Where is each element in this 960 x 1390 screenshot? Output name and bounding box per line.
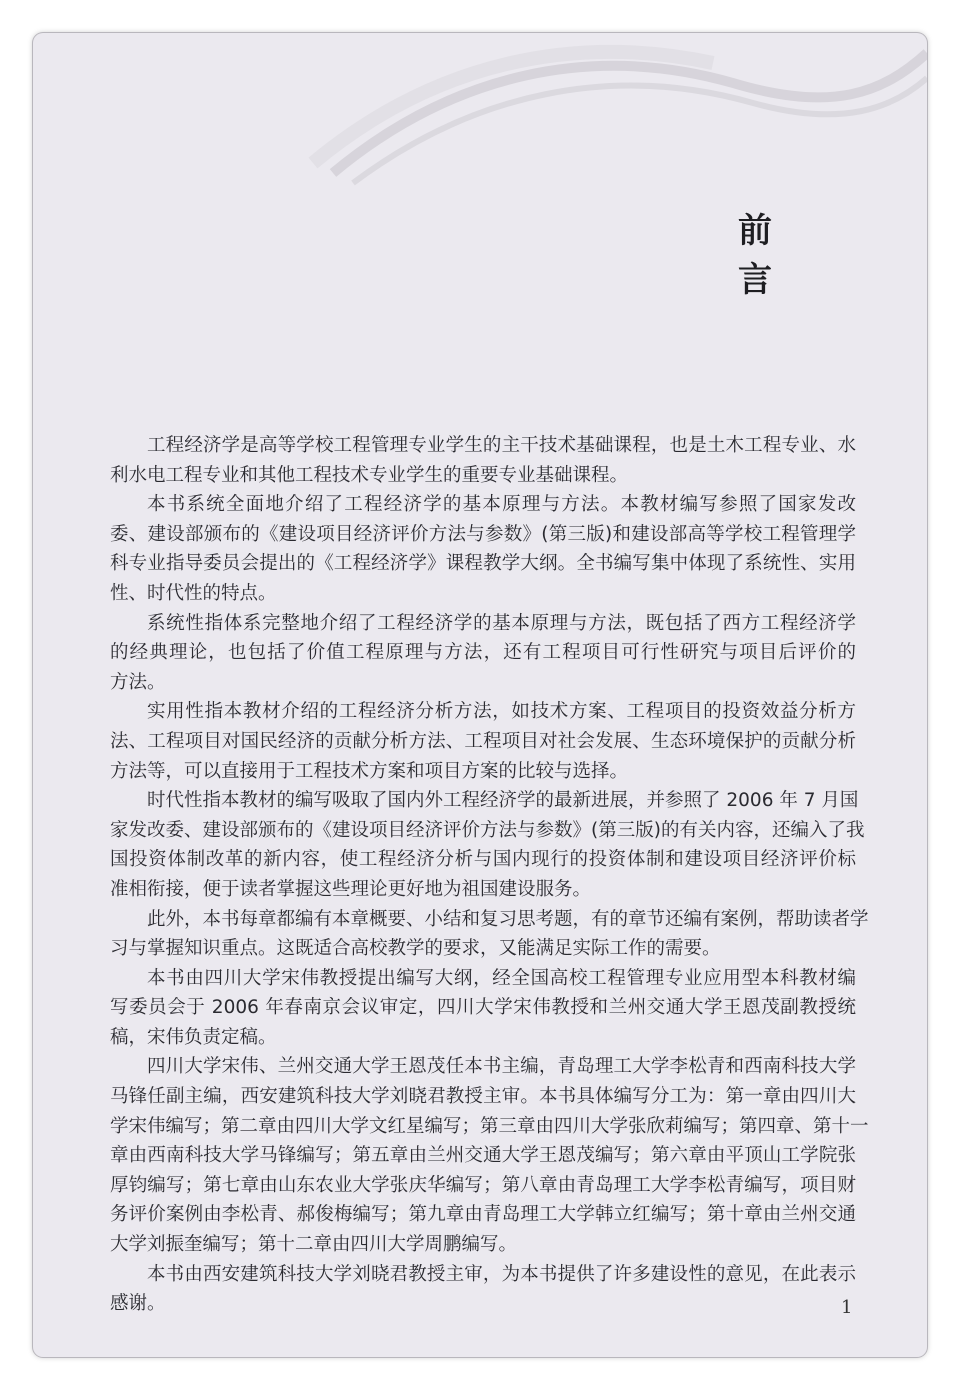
text-line: 工程经济学是高等学校工程管理专业学生的主干技术基础课程，也是土木工程专业、水 (147, 435, 856, 456)
text-line: 此外，本书每章都编有本章概要、小结和复习思考题，有的章节还编有案例，帮助读者学 (147, 908, 869, 930)
text-line: 方法。 (110, 671, 166, 693)
text-line: 委、建设部颁布的《建设项目经济评价方法与参数》(第三版)和建设部高等学校工程管理学 (110, 523, 856, 545)
text-line: 稿，宋伟负责定稿。 (110, 1026, 277, 1048)
page-title: 前 言 (738, 211, 824, 300)
paragraph (110, 786, 865, 904)
text-line: 的经典理论，也包括了价值工程原理与方法，还有工程项目可行性研究与项目后评价的 (110, 642, 856, 664)
paragraph (110, 964, 856, 1053)
paragraph (110, 490, 856, 608)
document-page (33, 33, 927, 1357)
text-line: 马锋任副主编，西安建筑科技大学刘晓君教授主审。本书具体编写分工为：第一章由四川大 (110, 1086, 856, 1108)
text-line: 写委员会于 2006 年春南京会议审定，四川大学宋伟教授和兰州交通大学王恩茂副教授统 (110, 997, 856, 1019)
text-line: 实用性指本教材介绍的工程经济分析方法，如技术方案、工程项目的投资效益分析方 (147, 701, 856, 723)
paragraph (110, 1052, 869, 1259)
text-line: 章由西南科技大学马锋编写；第五章由兰州交通大学王恩茂编写；第六章由平顶山工学院张 (110, 1145, 856, 1167)
text-line: 时代性指本教材的编写吸取了国内外工程经济学的最新进展，并参照了 2006 年 7 月国 (147, 790, 859, 812)
text-line: 务评价案例由李松青、郝俊梅编写；第九章由青岛理工大学韩立红编写；第十章由兰州交通 (110, 1204, 856, 1226)
paragraph (110, 431, 856, 490)
text-line: 大学刘振奎编写；第十二章由四川大学周鹏编写。 (110, 1234, 518, 1256)
paragraph (110, 905, 869, 964)
text-line: 利水电工程专业和其他工程技术专业学生的重要专业基础课程。 (110, 464, 629, 486)
text-line: 方法等，可以直接用于工程技术方案和项目方案的比较与选择。 (110, 760, 629, 782)
text-line: 习与掌握知识重点。这既适合高校教学的要求，又能满足实际工作的需要。 (110, 938, 721, 960)
text-line: 家发改委、建设部颁布的《建设项目经济评价方法与参数》(第三版)的有关内容，还编入了我 (110, 819, 865, 841)
text-line: 本书系统全面地介绍了工程经济学的基本原理与方法。本教材编写参照了国家发改 (147, 494, 856, 516)
text-line: 性、时代性的特点。 (110, 582, 277, 604)
text-line: 感谢。 (110, 1293, 166, 1315)
paragraph (110, 697, 856, 786)
preface-body (110, 431, 869, 1319)
text-line: 四川大学宋伟、兰州交通大学王恩茂任本书主编，青岛理工大学李松青和西南科技大学 (147, 1056, 856, 1078)
text-line: 法、工程项目对国民经济的贡献分析方法、工程项目对社会发展、生态环境保护的贡献分析 (110, 730, 856, 752)
text-line: 本书由西安建筑科技大学刘晓君教授主审，为本书提供了许多建设性的意见，在此表示 (147, 1263, 856, 1285)
text-line: 学宋伟编写；第二章由四川大学文红星编写；第三章由四川大学张欣莉编写；第四章、第十一 (110, 1115, 869, 1137)
paragraph (110, 1260, 856, 1319)
text-line: 本书由四川大学宋伟教授提出编写大纲，经全国高校工程管理专业应用型本科教材编 (147, 967, 856, 989)
text-line: 科专业指导委员会提出的《工程经济学》课程教学大纲。全书编写集中体现了系统性、实用 (110, 553, 856, 575)
page-number: 1 (841, 1297, 853, 1318)
text-line: 准相衔接，便于读者掌握这些理论更好地为祖国建设服务。 (110, 878, 592, 900)
text-line: 系统性指体系完整地介绍了工程经济学的基本原理与方法，既包括了西方工程经济学 (147, 612, 856, 634)
text-line: 国投资体制改革的新内容，使工程经济分析与国内现行的投资体制和建设项目经济评价标 (110, 849, 856, 871)
paragraph (110, 609, 856, 698)
text-line: 厚钧编写；第七章由山东农业大学张庆华编写；第八章由青岛理工大学李松青编写，项目财 (110, 1174, 856, 1196)
